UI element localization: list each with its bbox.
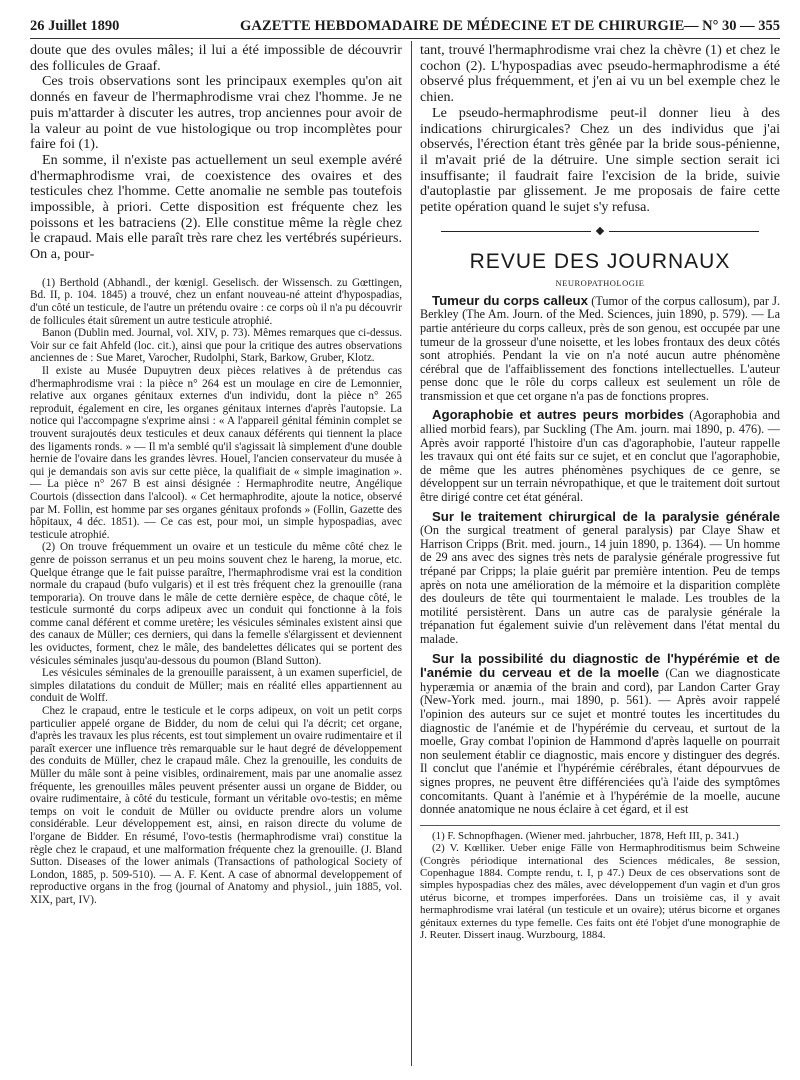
section-separator [420,222,780,240]
article-body: (On the surgical treatment of general paralysis) par Claye Shaw et Harrison Cripps (Brit. med. journ., 14 juin 1890, p. 1364). — Un homme de 29 ans avec des signes très nets de paralysie générale progressive fut trépané par Cripps; la plaie guérit par première intention. Peu de temps après on nota une amélioration de la mémoire et la disparition complète des douleurs de tête qui tourmentaient le malade. Les troubles de la motilité persistèrent. Dans un autre cas de paralysie générale la trépanation fut également suivie d'un relèvement dans l'état mental du malade. [420,523,780,646]
column-divider [411,41,412,1066]
left-paragraph: doute que des ovules mâles; il lui a été impossible de découvrir des follicules de Graaf. [30,42,402,74]
footnote: Banon (Dublin med. Journal, vol. XIV, p. 73). Mêmes remarques que ci-dessus. Voir sur ce fait Ahfeld (loc. cit.), ainsi que pour la critique des autres observations anciennes de : Sue Maret, Varocher, Rudolphi, Stark, Barkow, Gruber, Klotz. [30,327,402,365]
section-title: REVUE DES JOURNAUX [469,249,731,273]
footnote: Les vésicules séminales de la grenouille paraissent, à un examen superficiel, de simples dilatations du conduit de Müller; mais en réalité elles appartiennent au conduit de Wolff. [30,667,402,705]
footnote: (2) V. Kœlliker. Ueber enige Fälle von Hermaphroditismus beim Schweine (Congrès périodique international des Sciences médicales, 8e session, Copenhague 1884. Compte rendu, t. I, p 47.) Deux de ces observations sont de simples hypospadias chez des mâles, avec développement d'un vagin et d'un gros utérus bicorne, et trompes imperforées. Dans un troisième cas, il y avait hermaphrodisme vrai latéral (un testicule et un ovaire); utérus bicorne et organes génitaux externes du type femelle. Ces faits ont été l'objet d'une monographie de J. Reuter. Dissert inaug. Wurzbourg, 1884. [420,842,780,941]
article [420,652,780,817]
footnote: (1) Berthold (Abhandl., der kœnigl. Geselisch. der Wissensch. zu Gœttingen, Bd. II, p. 104. 1845) a trouvé, chez un enfant nouveau-né atteint d'hypospadias, d'un côté un testicule, de l'autre un prétendu ovaire : ce corps où il n'a pu découvrir de follicules était sûrement un autre testicule atrophié. [30,276,402,327]
left-paragraph: En somme, il n'existe pas actuellement un seul exemple avéré d'hermaphrodisme vrai, de coexistence des ovaires et des testicules chez l'homme. Cette anomalie ne semble pas toutefois impossible, à priori. Cette disposition est fréquente chez les poissons et les batraciens (2). Elle constitue même la règle chez le crapaud. Mais elle paraît très rare chez les vertébrés supérieurs. On a, pour- [30,151,402,263]
footnote: Il existe au Musée Dupuytren deux pièces relatives à de prétendus cas d'hermaphrodisme vrai : la pièce n° 264 est un moulage en cire de Lemonnier, relative aux organes génitaux externes d'un individu, dont la pièce n° 265 reproduit, également en cire, les organes génitaux internes d'après l'autopsie. La notice qui l'accompagne s'exprime ainsi : « A l'appareil génital féminin complet se trouvent surajoutés deux testicules et deux canaux déférents qui tiennent la place des ligaments ronds. » — Il m'a semblé qu'il s'agissait là simplement d'une double hernie de l'ovaire dans les grandes lèvres. Houel, l'ancien conservateur du musée à qui je demandais son avis sur cette pièce, la qualifiait de « simple imagination ». — La pièce n° 267 B est ainsi désignée : Hermaphrodite neutre, Angélique Courtois (dissection dans l'alcool). « Cet hermaphrodite, ajoute la notice, observé par M. Follin, est homme par ses organes génitaux profonds » (Follin, Gazette des hôpitaux, 4 déc. 1851). — Ce cas est, pour moi, un simple hypospadias, avec testicule atrophié. [30,365,402,541]
article-title: Sur la possibilité du diagnostic de l'hypérémie et de l'anémie du cerveau et de la moelle [420,650,780,681]
article [420,408,780,504]
left-paragraph: Ces trois observations sont les principaux exemples qu'on ait donnés en faveur de l'hermaphrodisme vrai chez l'homme. Je ne puis m'attarder à discuter les autres, trop anciennes pour avoir de la valeur au point de vue histologique ou trop incomplètes pour faire foi (1). [30,73,402,153]
page-header [30,10,780,39]
separator-line [441,231,591,232]
right-column [420,43,780,941]
spacer [30,263,402,277]
section-subtitle: NEUROPATHOLOGIE [555,277,645,288]
right-paragraph: tant, trouvé l'hermaphrodisme vrai chez la chèvre (1) et chez le cochon (2). L'hypospadias avec pseudo-hermaphrodisme a été observé plus fréquemment, et j'en ai vu un bel exemple chez le chien. [420,42,780,106]
article-body: (Can we diagnosticate hyperæmia or anæmia of the brain and cord), par Landon Carter Gray (New-York med. journ., mai 1890, p. 561). — Après avoir rappelé l'opinion des auteurs sur ce sujet et montré toutes les incertitudes du diagnostic de l'anémie et de l'hypérémie du cerveau, et surtout de la moelle, Gray combat l'opinion de Hammond d'après laquelle on pourrait non seulement établir ce diagnostic, mais encore y distinguer des degrés. Il conclut que l'anémie et l'hypérémie cérébrales, étant dépourvues de signes propres, ne peuvent être différenciées qu'à l'aide des symptômes concomitants. Quant à l'anémie et à l'hypérémie de la moelle, aucune donnée anatomique ne nous éclaire à cet égard, et il est [420,666,781,817]
article-body: (Agoraphobia and allied morbid fears), par Suckling (The Am. journ. mai 1890, p. 476). — Après avoir rapporté l'histoire d'un cas d'agoraphobie, l'auteur rappelle les travaux qui ont été faits sur ce sujet, et en conclut que l'agoraphobie, de même que les autres phénomènes psychiques de ce genre, se développent sur un terrain névropathique, et que le traitement doit surtout être dirigé contre cet état général. [420,408,780,505]
footnote: (2) On trouve fréquemment un ovaire et un testicule du même côté chez le genre de poisson serranus et un peu moins souvent chez le hareng, la morue, etc. Quelque étrange que le fait puisse paraître, l'hermaphrodisme vrai est la condition normale du crapaud (bufo vulgaris) et il est très fréquent chez la grenouille (rana temporaria). On trouve dans le mâle de cette dernière espèce, de chaque côté, le testicule surmonté du corps adipeux avec un conduit qui fonctionne à la fois comme canal déférent et comme uretère; les vésicules séminales existent ainsi que des canaux de Müller; ces derniers, qui dans la femelle s'élargissent et deviennent les oviductes, forment, chez le mâle, des bandelettes délicates qui se portent des vésicules séminales jusqu'au-dessous du poumon (Bland Sutton). [30,541,402,667]
footnote: (1) F. Schnopfhagen. (Wiener med. jahrbucher, 1878, Heft III, p. 341.) [432,829,739,842]
footnote: Chez le crapaud, entre le testicule et le corps adipeux, on voit un petit corps particulier appelé organe de Bidder, du nom de celui qui l'a décrit; cet organe, d'après les travaux les plus récents, est tout simplement un ovaire rudimentaire et il paraît exercer une influence très remarquable sur le haut degré de développement des conduits de Müller, chez le crapaud mâle. Chez la grenouille, les conduits de Müller du mâle sont à peine visibles, ordinairement, mais par une anomalie assez fréquente, les grenouilles mâles peuvent présenter aussi un organe de Bidder, ou ovaire rudimentaire, à côté du testicule, formant un véritable ovo-testis; en même temps on voit le conduit de Müller ou oviducte prendre alors un volume considérable. Leur développement est, ainsi, en raison directe du volume de l'organe de Bidder. En résumé, l'ovo-testis (hermaphrodisme vrai) constitue la règle chez le crapaud, et une malformation fréquente chez la grenouille. (J. Bland Sutton. Diseases of the lower animals (Transactions of pathological Society of London, 1885, p. 509-510). — A. F. Kent. A case of abnormal developpement of reproductive organs in the frog (journal of Anatomy and physiol., juin 1885, vol. XIX, part, IV). [30,705,402,906]
separator-line [609,231,759,232]
header-issue-page: — N° 30 — 355 [683,18,780,34]
article-title: Sur le traitement chirurgical de la paralysie générale [432,508,780,524]
columns [30,39,780,1069]
article-title: Tumeur du corps calleux [432,292,588,308]
article-title: Agoraphobie et autres peurs morbides [432,407,684,423]
left-column [30,43,402,907]
right-paragraph: Le pseudo-hermaphrodisme peut-il donner lieu à des indications chirurgicales? Chez un des individus que j'ai observés, l'érection étant très gênée par la bride sous-pénienne, il m'avait prié de la détruire. Une simple section serait ici insuffisante; il faudrait faire l'excision de la bride, suivie d'autoplastie par glissement. Je me proposais de faire cette petite opération quand le sujet s'y refusa. [420,104,780,216]
diamond-ornament-icon [596,227,604,235]
right-footnotes [420,825,780,942]
article-body: (Tumor of the corpus callosum), par J. Berkley (The Am. Journ. of the Med. Sciences, juin 1890, p. 579). — La partie antérieure du corps calleux, près de son genou, est occupée par une tumeur de la grosseur d'une noisette, et les lobes frontaux des deux côtés sont atrophiés. Pendant la vie on n'a noté aucun autre phénomène cérébral que de l'affaiblissement des fonctions intellectuelles. L'auteur pense donc que le rôle du corps calleux est seulement un rôle de transmission et que cet organe n'a pas de fonctions propres. [420,293,780,403]
header-date: 26 Juillet 1890 [30,18,120,34]
header-journal-title: GAZETTE HEBDOMADAIRE DE MÉDECINE ET DE CHIRURGIE [240,18,685,34]
article [420,510,780,647]
article [420,294,780,404]
